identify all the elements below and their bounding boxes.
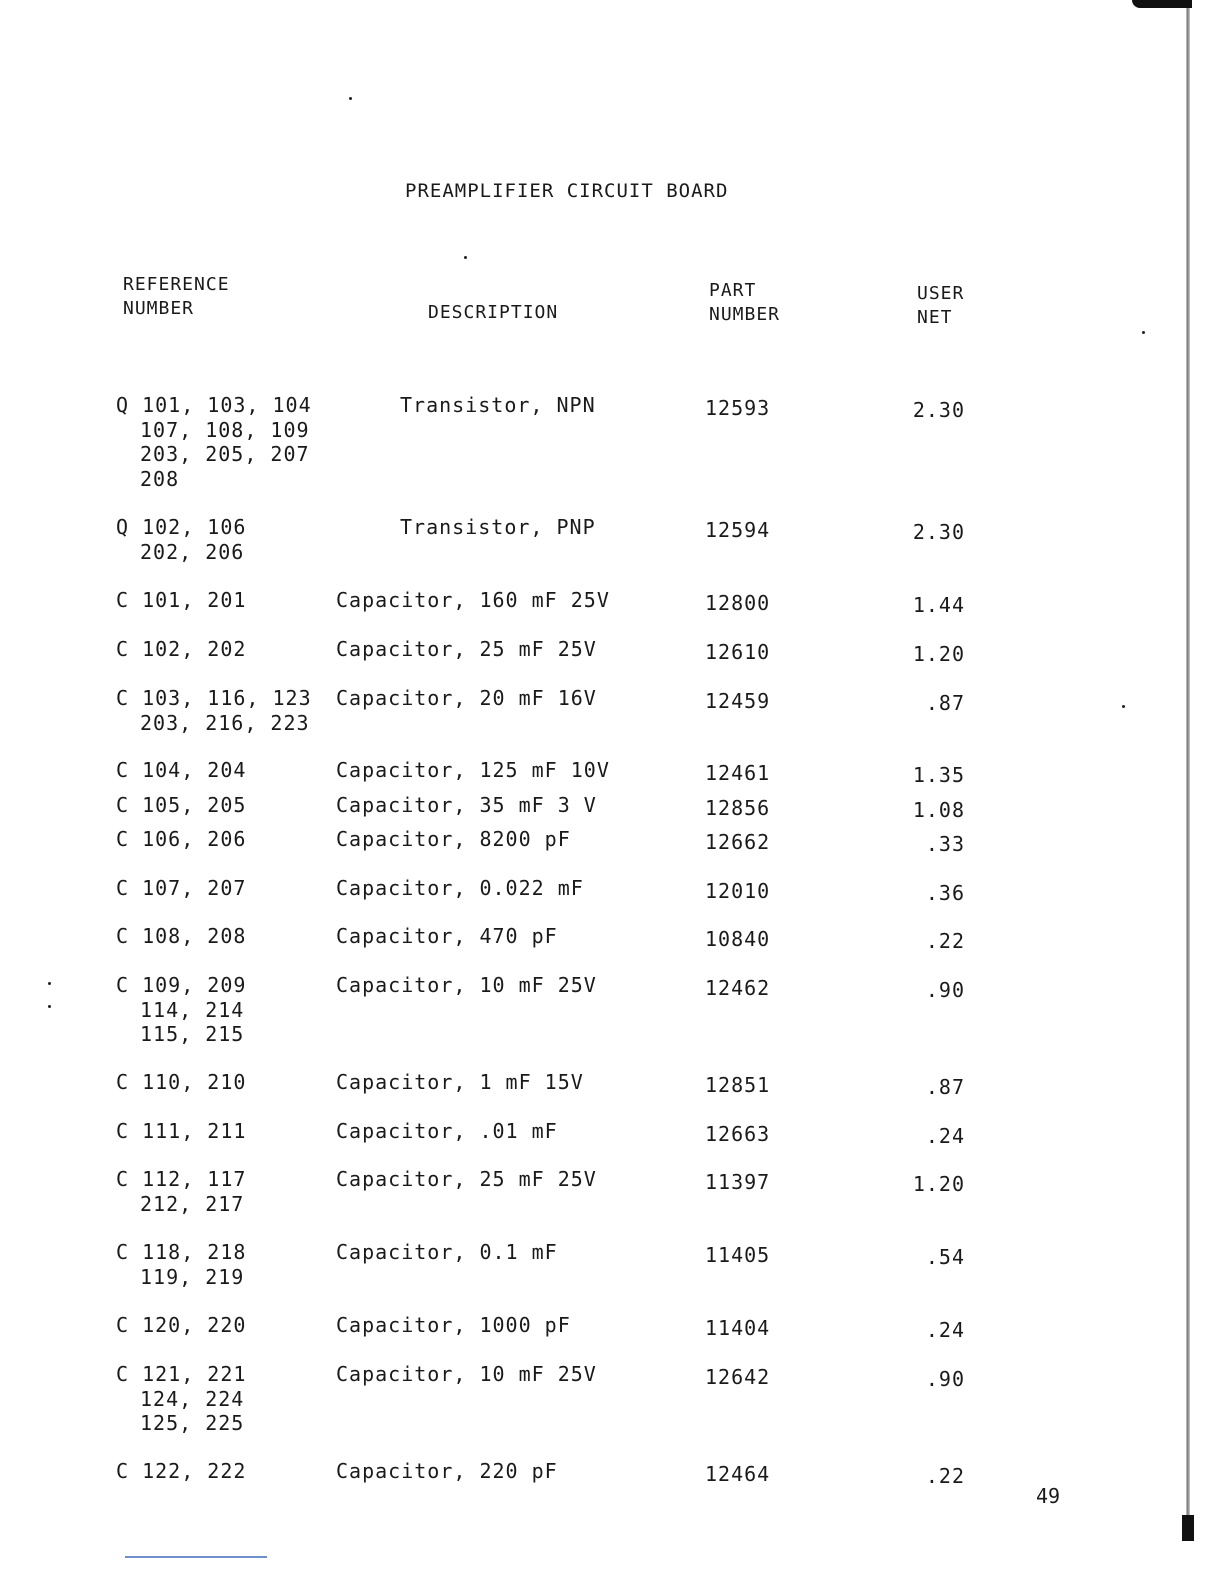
reference-line: 115, 215 bbox=[140, 1022, 245, 1046]
description: Capacitor, 160 mF 25V bbox=[336, 588, 610, 612]
part-number: 12461 bbox=[705, 761, 771, 785]
reference-line: 203, 205, 207 bbox=[140, 442, 310, 466]
reference-number bbox=[116, 924, 246, 949]
user-net-price: 1.20 bbox=[912, 1172, 965, 1196]
description: Capacitor, .01 mF bbox=[336, 1119, 558, 1143]
reference-line: 212, 217 bbox=[140, 1191, 245, 1216]
part-number: 12594 bbox=[705, 518, 771, 542]
part-number: 12610 bbox=[705, 640, 771, 664]
reference-line: C 118, 218 bbox=[116, 1240, 247, 1264]
reference-number bbox=[116, 827, 246, 852]
reference-line: C 102, 202 bbox=[116, 637, 247, 661]
description: Capacitor, 20 mF 16V bbox=[336, 686, 597, 710]
scan-speck bbox=[464, 256, 467, 259]
part-number: 12593 bbox=[705, 396, 771, 420]
reference-line: 119, 219 bbox=[140, 1264, 245, 1289]
reference-line: C 111, 211 bbox=[116, 1119, 247, 1143]
page-title: PREAMPLIFIER CIRCUIT BOARD bbox=[405, 180, 729, 202]
user-net-price: 2.30 bbox=[912, 398, 965, 422]
part-number: 10840 bbox=[705, 927, 771, 951]
part-number: 12662 bbox=[705, 830, 771, 854]
reference-line: C 122, 222 bbox=[116, 1459, 247, 1483]
scan-edge-corner bbox=[1132, 0, 1192, 8]
user-net-price: .87 bbox=[925, 691, 965, 715]
part-number: 12642 bbox=[705, 1365, 771, 1389]
part-number: 11405 bbox=[705, 1243, 771, 1267]
reference-number bbox=[116, 686, 312, 735]
part-number: 11404 bbox=[705, 1316, 771, 1340]
reference-number bbox=[116, 637, 246, 662]
part-number: 12856 bbox=[705, 796, 771, 820]
reference-number bbox=[116, 515, 246, 564]
user-net-price: .33 bbox=[925, 832, 965, 856]
reference-line: 107, 108, 109 bbox=[140, 417, 310, 442]
user-net-price: 2.30 bbox=[912, 520, 965, 544]
description: Capacitor, 25 mF 25V bbox=[336, 1167, 597, 1191]
reference-number bbox=[116, 1240, 246, 1289]
user-net-price: 1.35 bbox=[912, 763, 965, 787]
user-net-price: 1.20 bbox=[912, 642, 965, 666]
reference-number bbox=[116, 973, 246, 1047]
part-number: 12663 bbox=[705, 1122, 771, 1146]
user-net-price: 1.08 bbox=[912, 798, 965, 822]
description: Capacitor, 1000 pF bbox=[336, 1313, 571, 1337]
reference-line: C 110, 210 bbox=[116, 1070, 247, 1094]
reference-line: C 104, 204 bbox=[116, 758, 247, 782]
description: Capacitor, 35 mF 3 V bbox=[336, 793, 597, 817]
reference-line: C 120, 220 bbox=[116, 1313, 247, 1337]
header-net-line: USER bbox=[917, 283, 965, 304]
header-part-line: NUMBER bbox=[709, 304, 781, 325]
reference-number bbox=[116, 758, 246, 783]
reference-line: 208 bbox=[140, 466, 180, 491]
user-net-price: .90 bbox=[925, 978, 965, 1002]
user-net-price: .22 bbox=[925, 1464, 965, 1488]
user-net-price: .22 bbox=[925, 929, 965, 953]
scan-speck bbox=[48, 982, 51, 985]
part-number: 12851 bbox=[705, 1073, 771, 1097]
header-reference-number bbox=[123, 273, 230, 321]
reference-line: C 109, 209 bbox=[116, 973, 247, 997]
reference-line: 202, 206 bbox=[140, 539, 245, 564]
description: Capacitor, 470 pF bbox=[336, 924, 558, 948]
part-number: 12010 bbox=[705, 879, 771, 903]
reference-number bbox=[116, 1362, 246, 1436]
reference-line: Q 102, 106 bbox=[116, 515, 247, 539]
description: Capacitor, 25 mF 25V bbox=[336, 637, 597, 661]
page-number: 49 bbox=[1036, 1484, 1061, 1508]
reference-number bbox=[116, 1167, 246, 1216]
scan-underline-mark bbox=[125, 1556, 267, 1558]
part-number: 12462 bbox=[705, 976, 771, 1000]
reference-line: C 112, 117 bbox=[116, 1167, 247, 1191]
header-description: DESCRIPTION bbox=[428, 302, 559, 323]
description: Capacitor, 10 mF 25V bbox=[336, 1362, 597, 1386]
reference-number bbox=[116, 1459, 246, 1484]
description: Transistor, NPN bbox=[400, 393, 596, 417]
description: Transistor, PNP bbox=[400, 515, 596, 539]
user-net-price: .36 bbox=[925, 881, 965, 905]
reference-number bbox=[116, 876, 246, 901]
scan-speck bbox=[1142, 331, 1145, 334]
part-number: 11397 bbox=[705, 1170, 771, 1194]
header-part-line: PART bbox=[709, 280, 757, 301]
scan-speck bbox=[1122, 705, 1125, 708]
reference-number bbox=[116, 1313, 246, 1338]
user-net-price: 1.44 bbox=[912, 593, 965, 617]
description: Capacitor, 220 pF bbox=[336, 1459, 558, 1483]
header-reference-line: NUMBER bbox=[123, 298, 195, 319]
reference-number bbox=[116, 793, 246, 818]
part-number: 12464 bbox=[705, 1462, 771, 1486]
reference-line: 125, 225 bbox=[140, 1411, 245, 1435]
user-net-price: .54 bbox=[925, 1245, 965, 1269]
reference-line: 203, 216, 223 bbox=[140, 710, 310, 735]
reference-line: C 107, 207 bbox=[116, 876, 247, 900]
reference-line: 124, 224 bbox=[140, 1386, 245, 1411]
reference-number bbox=[116, 588, 246, 613]
description: Capacitor, 0.022 mF bbox=[336, 876, 584, 900]
reference-number bbox=[116, 1070, 246, 1095]
description: Capacitor, 125 mF 10V bbox=[336, 758, 610, 782]
reference-line: C 101, 201 bbox=[116, 588, 247, 612]
part-number: 12800 bbox=[705, 591, 771, 615]
reference-line: C 105, 205 bbox=[116, 793, 247, 817]
scan-speck bbox=[48, 1005, 51, 1008]
reference-line: C 108, 208 bbox=[116, 924, 247, 948]
user-net-price: .24 bbox=[925, 1124, 965, 1148]
description: Capacitor, 0.1 mF bbox=[336, 1240, 558, 1264]
scan-edge-foot bbox=[1182, 1515, 1194, 1541]
description: Capacitor, 1 mF 15V bbox=[336, 1070, 584, 1094]
scan-speck bbox=[349, 97, 352, 100]
reference-number bbox=[116, 393, 312, 491]
description: Capacitor, 10 mF 25V bbox=[336, 973, 597, 997]
part-number: 12459 bbox=[705, 689, 771, 713]
header-user-net bbox=[917, 282, 964, 330]
header-net-line: NET bbox=[917, 307, 953, 328]
header-part-number bbox=[709, 279, 780, 327]
reference-number bbox=[116, 1119, 246, 1144]
user-net-price: .87 bbox=[925, 1075, 965, 1099]
scan-edge-shadow bbox=[1186, 0, 1190, 1540]
reference-line: C 106, 206 bbox=[116, 827, 247, 851]
description: Capacitor, 8200 pF bbox=[336, 827, 571, 851]
reference-line: C 103, 116, 123 bbox=[116, 686, 312, 710]
reference-line: Q 101, 103, 104 bbox=[116, 393, 312, 417]
header-reference-line: REFERENCE bbox=[123, 274, 230, 295]
user-net-price: .24 bbox=[925, 1318, 965, 1342]
reference-line: C 121, 221 bbox=[116, 1362, 247, 1386]
reference-line: 114, 214 bbox=[140, 997, 245, 1022]
user-net-price: .90 bbox=[925, 1367, 965, 1391]
